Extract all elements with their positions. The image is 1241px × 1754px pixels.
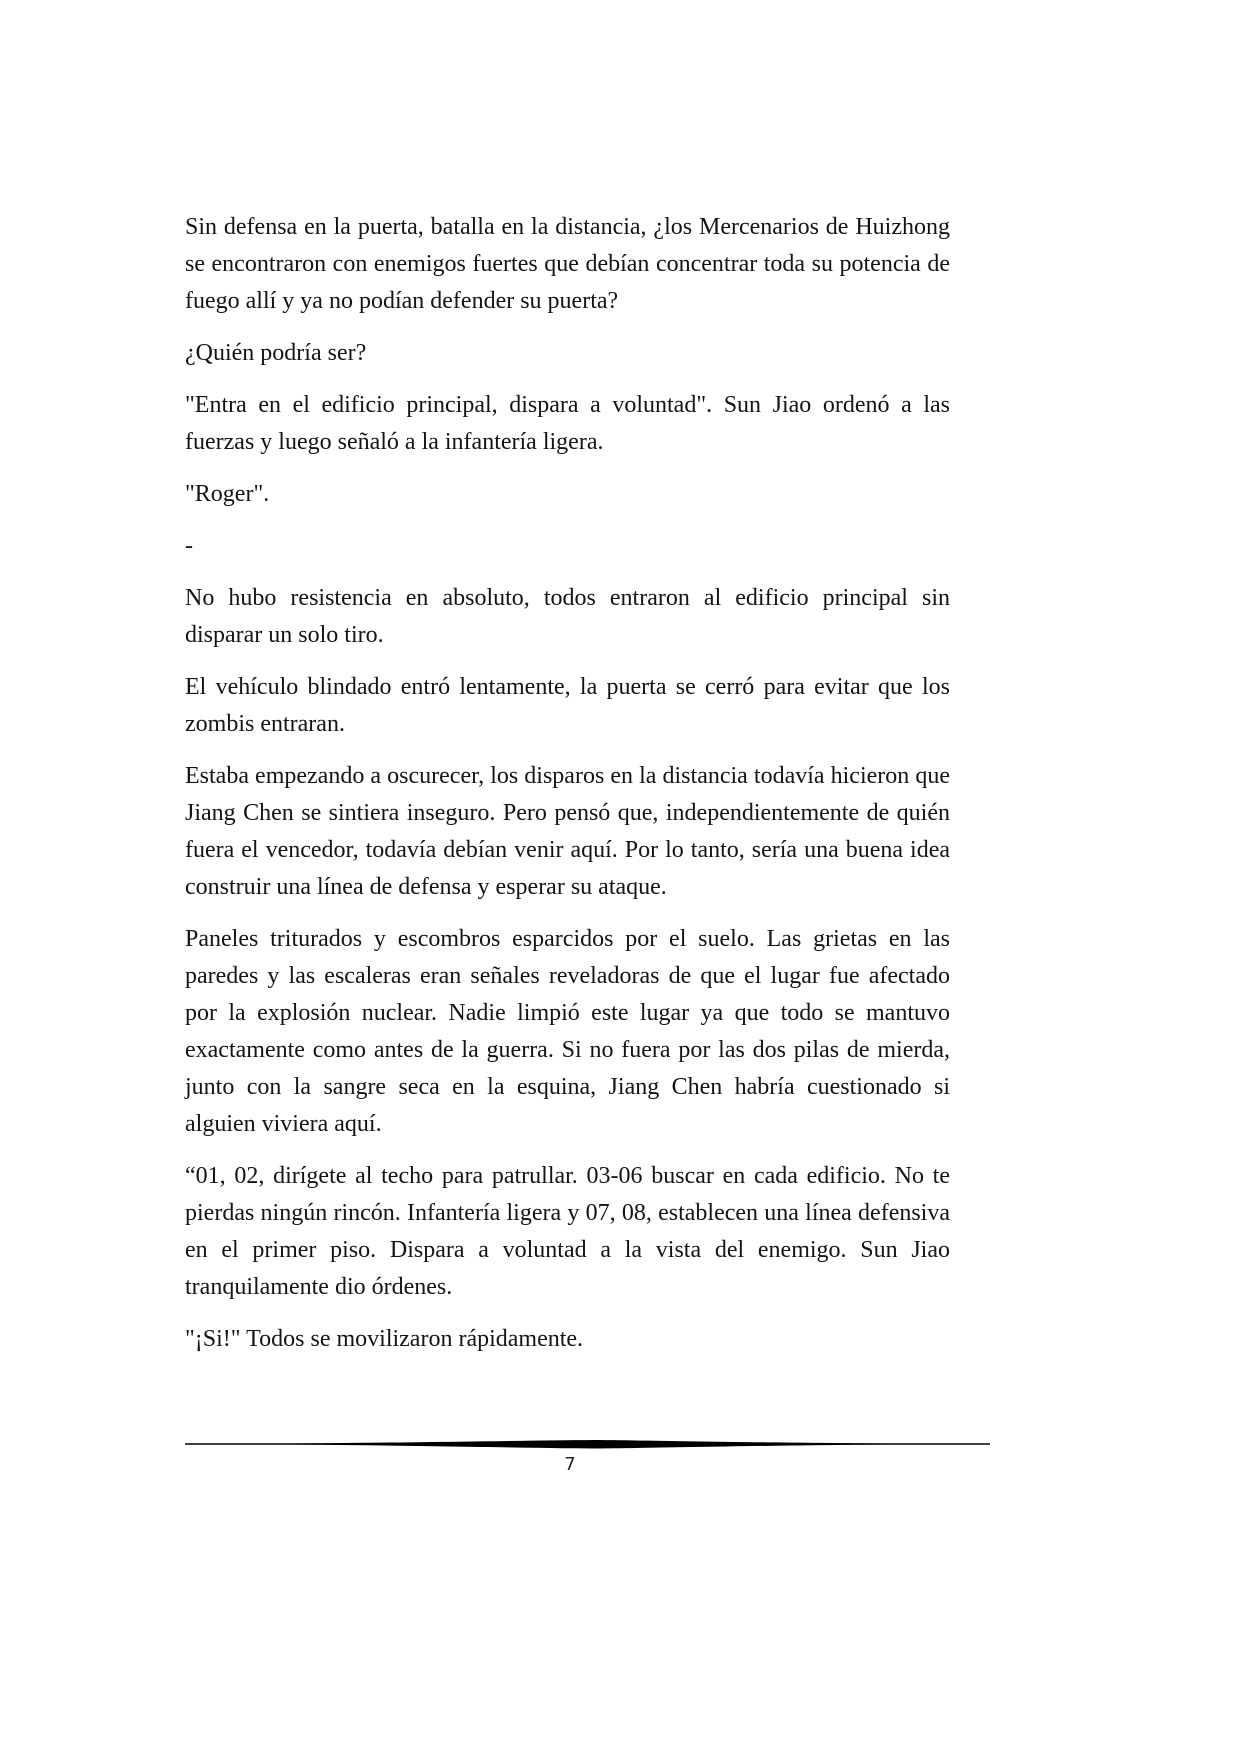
paragraph: "¡Si!" Todos se movilizaron rápidamente. bbox=[185, 1326, 584, 1352]
paragraph: El vehículo blindado entró lentamente, la puerta se cerró para evitar que los zombis entraran. bbox=[185, 674, 950, 737]
paragraph: "Roger". bbox=[185, 481, 270, 507]
paragraph: “01, 02, dirígete al techo para patrullar. 03-06 buscar en cada edificio. No te pierdas ningún rincón. Infantería ligera y 07, 08, establecen una línea defensiva en el primer piso. Dispara a voluntad a la vista del enemigo. Sun Jiao tranquilamente dio órdenes. bbox=[185, 1163, 950, 1300]
body-text bbox=[185, 209, 950, 1373]
paragraph: Sin defensa en la puerta, batalla en la distancia, ¿los Mercenarios de Huizhong se encontraron con enemigos fuertes que debían concentrar toda su potencia de fuego allí y ya no podían defender su puerta? bbox=[185, 214, 950, 314]
paragraph: "Entra en el edificio principal, dispara a voluntad". Sun Jiao ordenó a las fuerzas y luego señaló a la infantería ligera. bbox=[185, 392, 950, 455]
paragraph: ¿Quién podría ser? bbox=[185, 340, 367, 366]
footer-rule bbox=[185, 1437, 990, 1451]
page-number: 7 bbox=[564, 1454, 576, 1475]
paragraph: Estaba empezando a oscurecer, los disparos en la distancia todavía hicieron que Jiang Chen se sintiera inseguro. Pero pensó que, independientemente de quién fuera el vencedor, todavía debían venir aquí. Por lo tanto, sería una buena idea construir una línea de defensa y esperar su ataque. bbox=[185, 763, 950, 900]
scene-break: - bbox=[185, 533, 193, 559]
paragraph: No hubo resistencia en absoluto, todos entraron al edificio principal sin disparar un solo tiro. bbox=[185, 585, 950, 648]
paragraph: Paneles triturados y escombros esparcidos por el suelo. Las grietas en las paredes y las escaleras eran señales reveladoras de que el lugar fue afectado por la explosión nuclear. Nadie limpió este lugar ya que todo se mantuvo exactamente como antes de la guerra. Si no fuera por las dos pilas de mierda, junto con la sangre seca en la esquina, Jiang Chen habría cuestionado si alguien viviera aquí. bbox=[185, 926, 950, 1137]
